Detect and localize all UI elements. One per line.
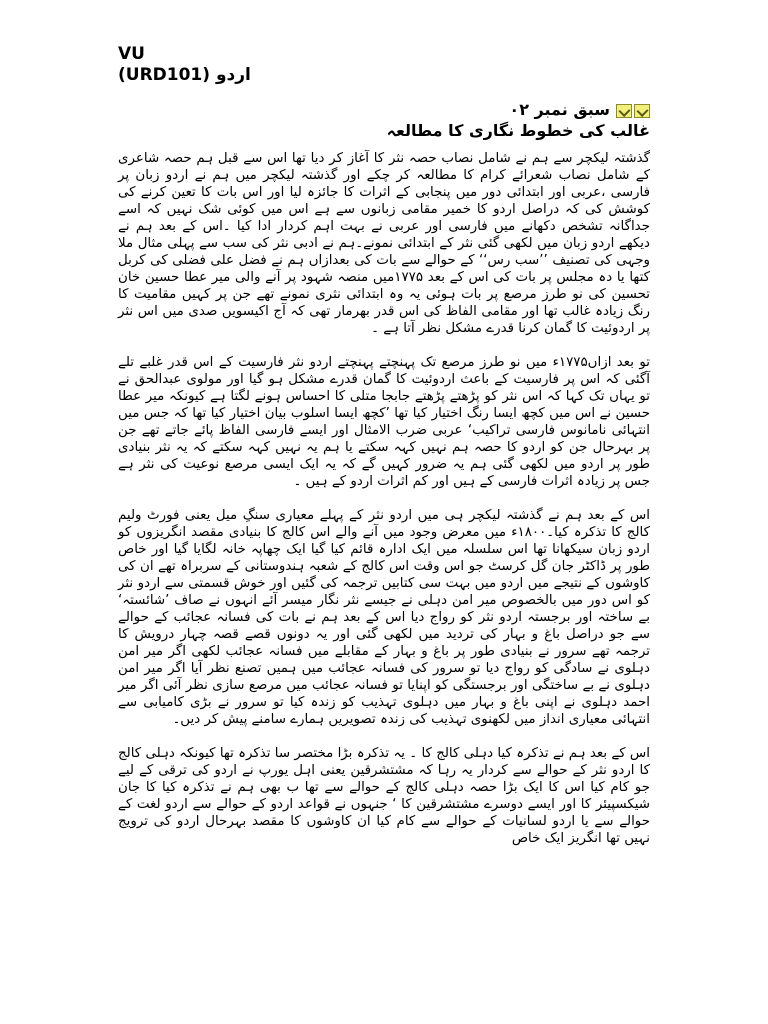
header-code: VU [118,44,145,64]
lesson-title: غالب کی خطوط نگاری کا مطالعہ [386,120,650,140]
course-name: اردو [215,65,251,85]
lesson-number: سبق نمبر ۰۲ [509,100,610,119]
header-course [118,65,251,86]
lesson-icons [614,101,650,121]
highlight-icon [634,104,650,118]
lesson-heading [387,100,650,141]
lesson-body [118,150,650,864]
paragraph: اس کے بعد ہم نے تذکرہ کیا دہلی کالج کا ۔ یہ تذکرہ بڑا مختصر سا تذکرہ تھا کیونکہ دہلی کالج کا اردو نثر کے حوالے سے کردار یہ رہا کہ مشتشرقین یعنی اہل یورپ نے اردو کی ترقی کے لیے جو کام کیا اس کا ایک بڑا حصہ دہلی کالج کے حوالے سے تھا ب بھی ہم نے تذکرہ کیا کا جان شیکسپیئر کا اور ایسے دوسرے مشتشرقین کا ‘ جنہوں نے قواعد اردو کے حوالے سے اردو لغت کے حوالے سے یا اردو لسانیات کے حوالے سے کام کیا ان کاوشوں کا مقصد بہرحال اردو کی ترویج نہیں تھا انگریز ایک خاص [118,746,650,846]
paragraph: تو بعد ازاں۱۷۷۵ء میں نو طرز مرصع تک پہنچتے پہنچتے اردو نثر فارسیت کے اس قدر غلبے تلے آگئی کہ اس پر فارسیت کے باعث اردوئیت کا گمان قدرے مشکل ہو گیا اور مولوی عبدالحق نے تو یہاں تک کہا کہ اس نثر کو پڑھتے پڑھتے جابجا متلی کا احساس ہونے لگتا ہے کیونکہ میر عطا حسین نے اس میں کچھ ایسا رنگ اختیار کیا تھا ’کچھ ایسا اسلوب بیان اختیار کیا تھا کہ جس میں انتہائی نامانوس فارسی تراکیب‘ عربی ضرب الامثال اور ایسے فارسی الفاظ پائے جاتے تھے جن پر بہرحال جن کو اردو کا حصہ ہم نہیں کہہ سکتے یا ہم یہ نہیں کہہ سکتے کہ یہ نثر بنیادی طور پر اردو میں لکھی گئی ہم یہ ضرور کہیں گے کہ یہ ایک ایسی مرصع نوعیت کی نثر ہے جس پر زیادہ اثرات فارسی کے ہیں اور کم اثرات اردو کے ہیں ۔ [118,355,650,489]
paragraph: اس کے بعد ہم نے گذشتہ لیکچر ہی میں اردو نثر کے پہلے معیاری سنگِ میل یعنی فورٹ ولیم کالج کا تذکرہ کیا۔۱۸۰۰ء میں معرض وجود میں آنے والے اس کالج کا بنیادی مقصد انگریزوں کو اردو زبان سیکھانا تھا اس سلسلہ میں ایک ادارہ قائم کیا گیا ایک چھاپہ خانہ لگایا گیا اور خاص طور پر ڈاکٹر جان گل کرسٹ جو اس وقت اس کالج کے شعبہ ہندوستانی کے سربراہ تھے ان کی کاوشوں کے نتیجے میں اردو میں بہت سی کتابیں ترجمہ کی گئیں اور خوش قسمتی سے اردو نثر کو اس دور میں بالخصوص میر امن دہلی نے جیسے نثر نگار میسر آئے انہوں نے صاف ’شائستہ‘ بے ساختہ اور برجستہ اردو نثر کو رواج دیا اس کے بعد ہم نے بات کی فسانہ عجائب کے حوالے سے جو دراصل باغ و بہار کی تردید میں لکھی گئی اور یہ دونوں قصے قصہ چہار درویش کا ترجمہ تھے سرور نے بنیادی طور پر باغ و بہار کے مقابلے میں فسانہ عجائب لکھی اگر میر امن دہلوی نے سادگی کو رواج دیا تو سرور کی فسانہ عجائب میں ہمیں تصنع نظر آیا اگر میر امن دہلوی نے بے ساختگی اور برجستگی کو اپنایا تو فسانہ عجائب میں مرصع سازی نظر آئی اگر میر احمد دہلوی نے اپنی باغ و بہار میں دہلوی تہذیب کو زندہ کیا تو سرور نے بڑی کامیابی سے انتہائی معیاری انداز میں لکھنوی تہذیب کی زندہ تصویریں ہمارے سامنے پیش کر دیں۔ [118,508,650,727]
course-code: (URD101) [118,65,211,85]
paragraph: گذشتہ لیکچر سے ہم نے شامل نصاب حصہ نثر کا آغاز کر دیا تھا اس سے قبل ہم حصہ شاعری کے شامل نصاب شعرائے کرام کا مطالعہ کر چکے اور گذشتہ لیکچر میں ہم نے اردو زبان پر فارسی ،عربی اور ابتدائی دور میں پنجابی کے اثرات کا جائزہ لیا اور اس بات کا تعین کرنے کی کوشش کی کہ دراصل اردو کا خمیر مقامی زبانوں سے ہے اس میں کوئی شک نہیں کہ اسے جداگانہ تشخص دکھانے میں فارسی اور عربی نے بہت اہم کردار ادا کیا ۔اس کے بعد ہم نے دیکھے اردو زبان میں لکھی گئی نثر کے ابتدائی نمونے۔ہم نے ادبی نثر کی سب سے پہلی مثال ملا وجہی کی تصنیف ’’سب رس‘‘ کے حوالے سے بات کی بعدازاں ہم نے فضل علی فضلی کی کربل کتھا یا دہ مجلس پر بات کی اس کے بعد ۱۷۷۵میں منصہ شہود پر آنے والی میر عطا حسین خان تحسین کی نو طرز مرصع پر بات ہوئی یہ وہ ابتدائی نثری نمونے تھے جن پر کہیں مقامیت کا رنگ زیادہ غالب تھا اور مقامی الفاظ کی اس قدر بھرمار تھی کہ آج اکیسویں صدی میں اس نثر پر اردوئیت کا گمان کرنا قدرے مشکل نظر آتا ہے ۔ [118,151,650,336]
lesson-number-line [387,100,650,121]
highlight-icon [616,104,632,118]
